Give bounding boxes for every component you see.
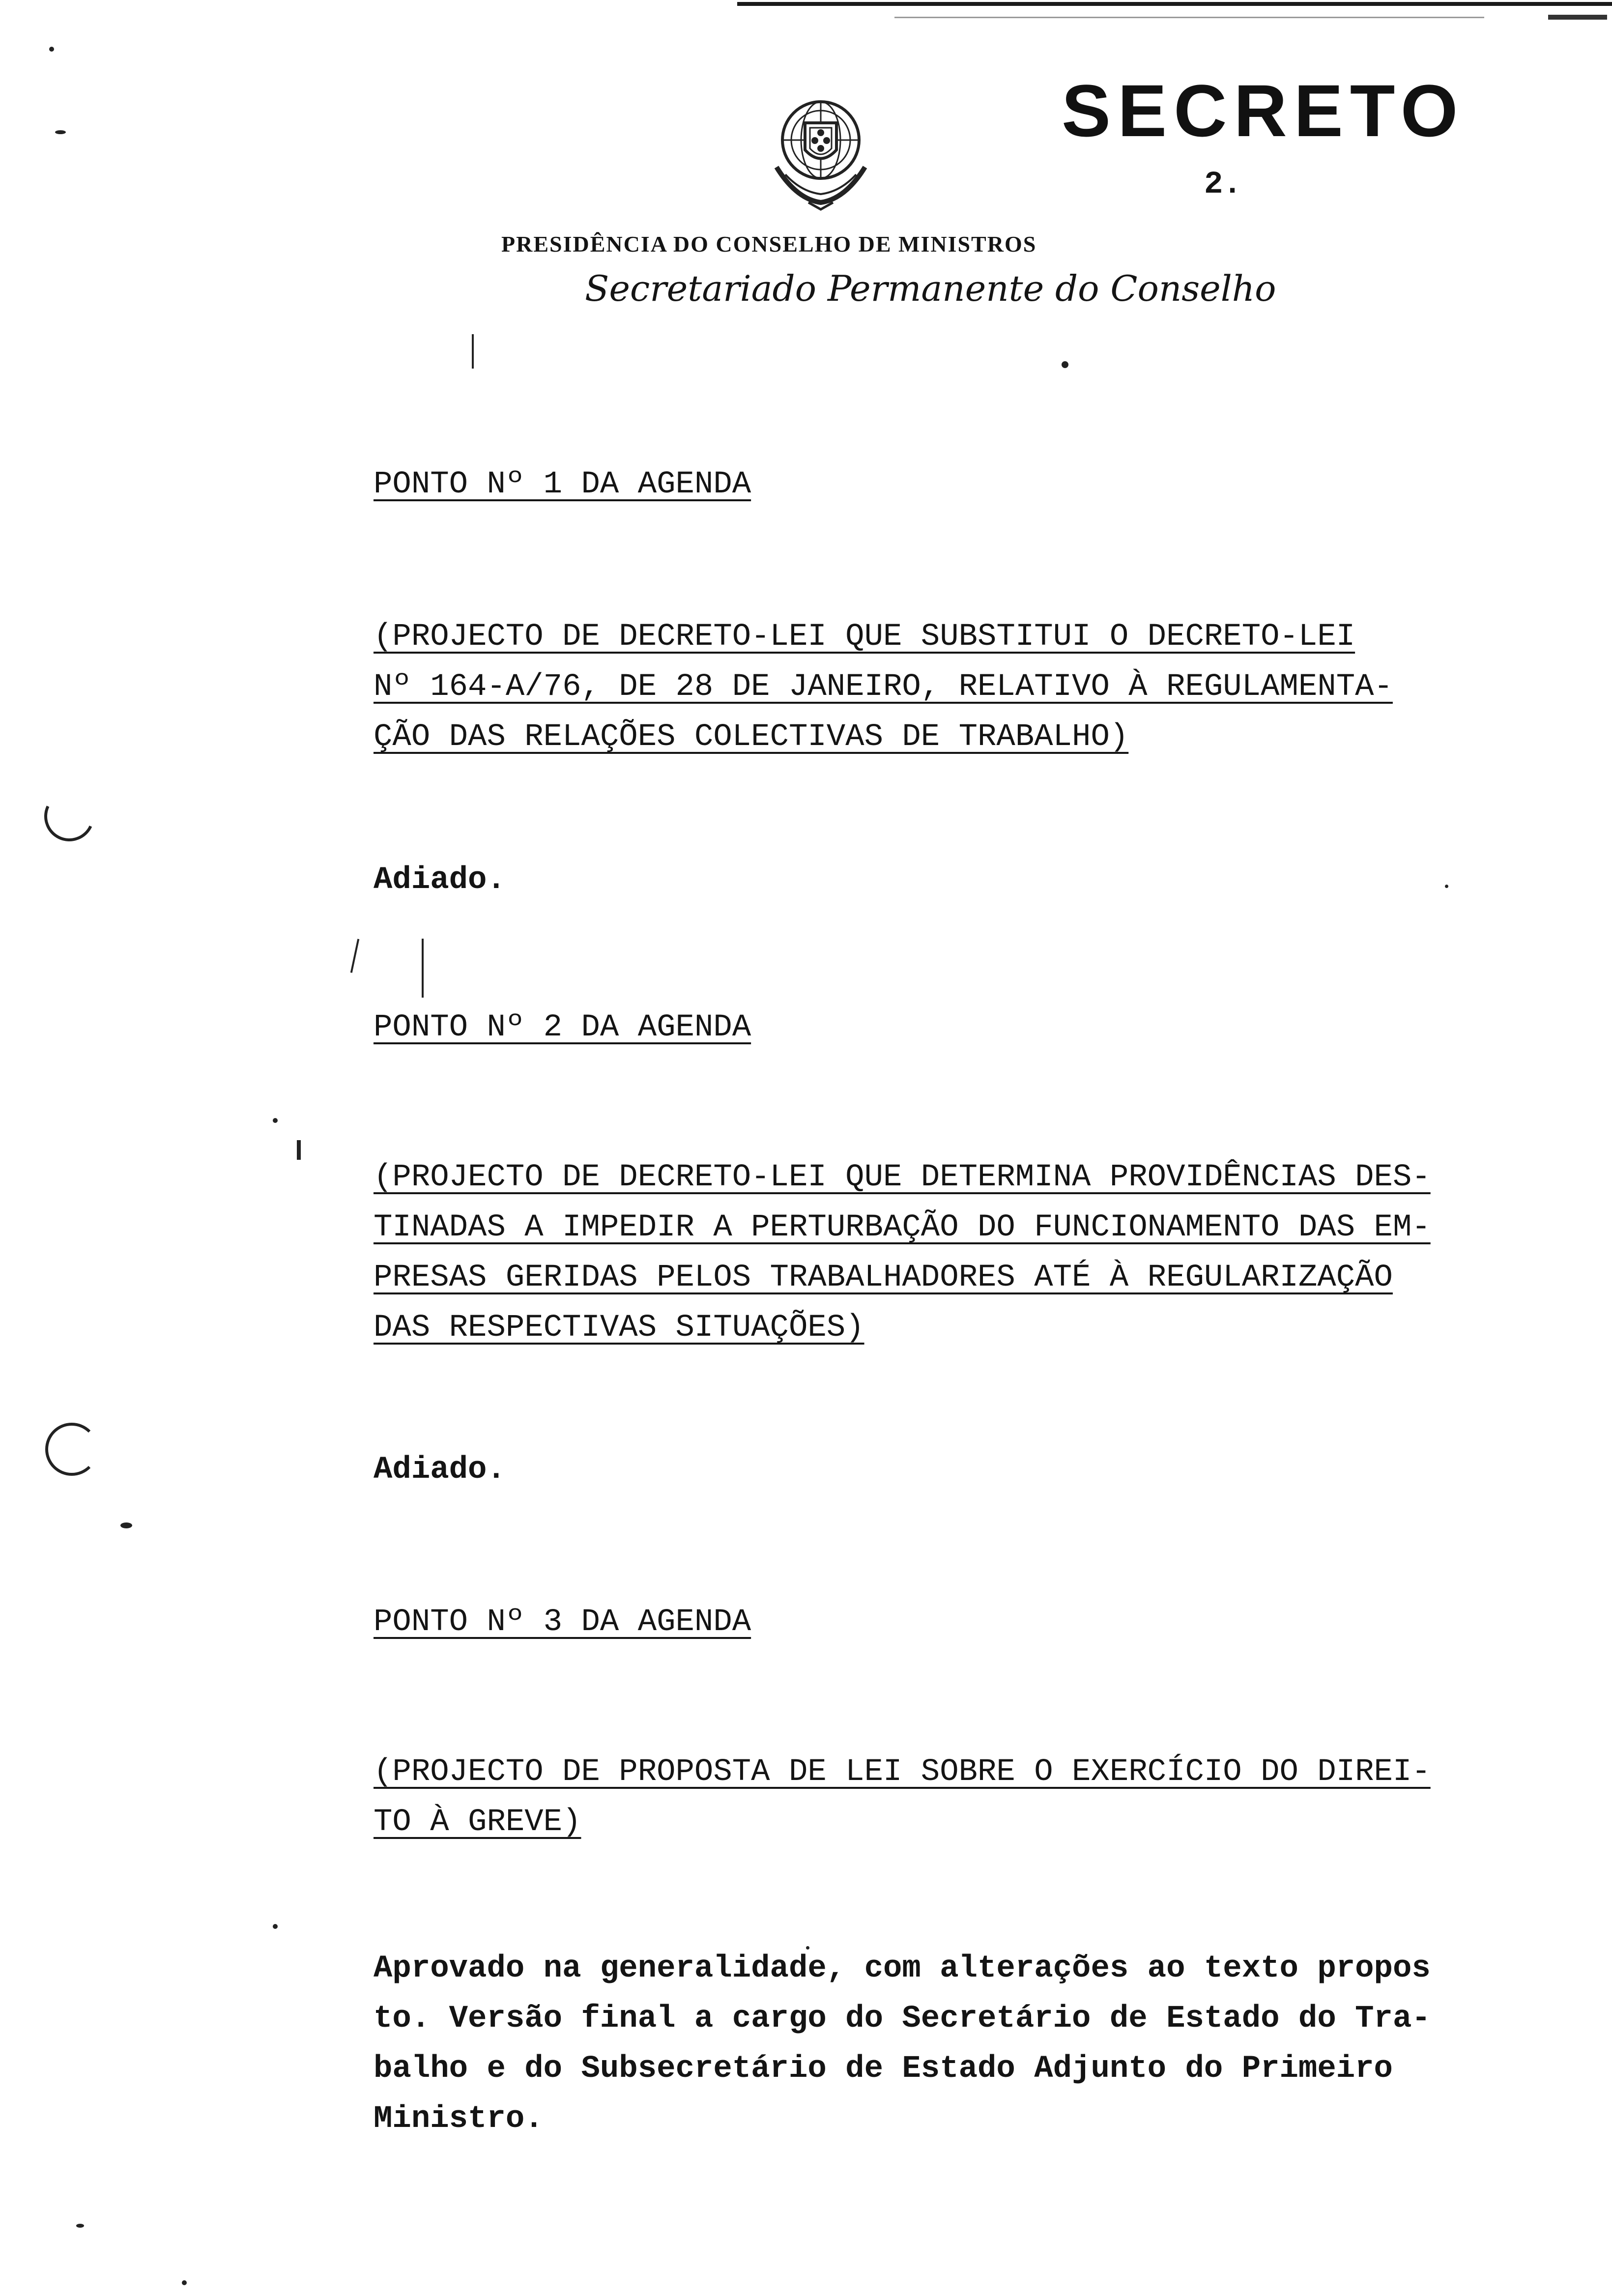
speck [1445, 885, 1448, 888]
agenda-item-1-decision: Adiado. [374, 862, 506, 898]
top-edge-rule [737, 2, 1612, 6]
agenda-item-2-heading: PONTO Nº 2 DA AGENDA [374, 1010, 751, 1045]
agenda-item-3-decision-line-3: balho e do Subsecretário de Estado Adjunto do Primeiro [374, 2051, 1393, 2087]
page-number: 2. [1204, 167, 1242, 202]
speck [76, 2224, 84, 2228]
agenda-item-3-heading: PONTO Nº 3 DA AGENDA [374, 1605, 751, 1640]
agenda-item-1-subject-line-2: Nº 164-A/76, DE 28 DE JANEIRO, RELATIVO À REGULAMENTA- [374, 669, 1393, 705]
corner-mark [1548, 15, 1607, 20]
agenda-item-2-subject-line-1: (PROJECTO DE DECRETO-LEI QUE DETERMINA PROVIDÊNCIAS DES- [374, 1160, 1431, 1195]
margin-mark [472, 334, 474, 369]
margin-mark [350, 939, 359, 973]
punch-hole-mark [45, 1423, 98, 1476]
top-edge-faint-rule [894, 17, 1484, 18]
speck [49, 47, 54, 52]
speck [273, 1118, 278, 1123]
coat-of-arms-icon [767, 93, 875, 211]
punch-hole-mark [37, 784, 102, 849]
agenda-item-1-heading: PONTO Nº 1 DA AGENDA [374, 467, 751, 502]
speck [806, 1946, 809, 1950]
agenda-item-3-subject-line-2: TO À GREVE) [374, 1805, 581, 1840]
speck [273, 1924, 278, 1929]
secretariat-name: Secretariado Permanente do Conselho [585, 268, 1276, 309]
speck [1062, 361, 1068, 368]
institution-name: PRESIDÊNCIA DO CONSELHO DE MINISTROS [501, 231, 1037, 257]
classification-stamp: SECRETO [1062, 69, 1465, 152]
speck [120, 1522, 132, 1528]
agenda-item-2-decision: Adiado. [374, 1452, 506, 1488]
agenda-item-1-subject-line-3: ÇÃO DAS RELAÇÕES COLECTIVAS DE TRABALHO) [374, 719, 1129, 755]
agenda-item-2-subject-line-2: TINADAS A IMPEDIR A PERTURBAÇÃO DO FUNCIONAMENTO DAS EM- [374, 1210, 1431, 1245]
speck [182, 2280, 187, 2285]
margin-mark [297, 1140, 301, 1160]
speck [55, 130, 66, 134]
margin-mark [422, 939, 424, 998]
agenda-item-3-decision-line-2: to. Versão final a cargo do Secretário de Estado do Tra- [374, 2001, 1431, 2037]
agenda-item-3-subject-line-1: (PROJECTO DE PROPOSTA DE LEI SOBRE O EXERCÍCIO DO DIREI- [374, 1754, 1431, 1790]
agenda-item-3-decision-line-4: Ministro. [374, 2101, 544, 2137]
agenda-item-1-subject-line-1: (PROJECTO DE DECRETO-LEI QUE SUBSTITUI O DECRETO-LEI [374, 619, 1355, 655]
agenda-item-2-subject-line-4: DAS RESPECTIVAS SITUAÇÕES) [374, 1310, 864, 1346]
agenda-item-3-decision-line-1: Aprovado na generalidade, com alterações ao texto propos [374, 1951, 1431, 1986]
agenda-item-2-subject-line-3: PRESAS GERIDAS PELOS TRABALHADORES ATÉ À REGULARIZAÇÃO [374, 1260, 1393, 1295]
